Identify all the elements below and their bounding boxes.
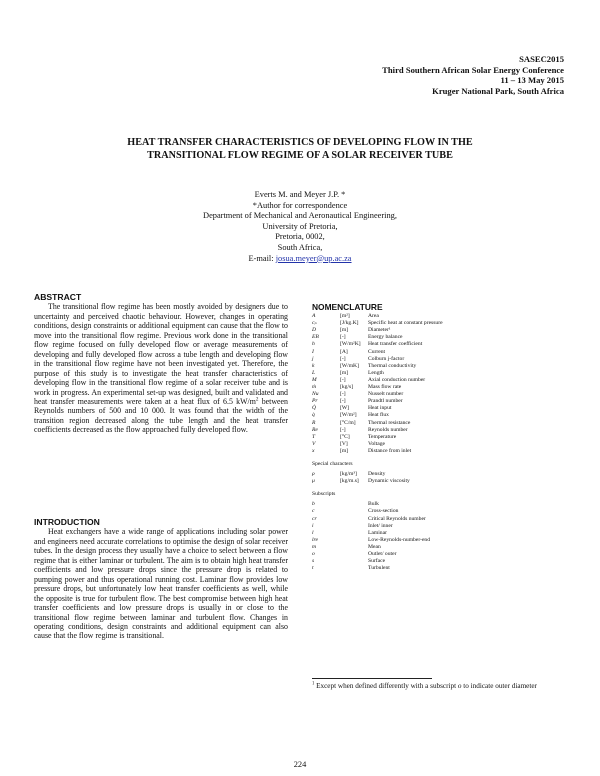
subscript-row xyxy=(312,558,572,565)
nomenclature-row xyxy=(312,384,572,391)
nomenclature-unit: [-] xyxy=(340,376,346,383)
subscript-description: Laminar xyxy=(368,529,387,536)
nomenclature-symbol: j xyxy=(312,355,314,362)
nomenclature-description: Heat flux xyxy=(368,412,389,419)
subscript-unit xyxy=(340,523,368,530)
special-characters-list xyxy=(312,471,572,485)
nomenclature-description: Axial conduction number xyxy=(368,376,426,383)
nomenclature-symbol: k xyxy=(312,362,315,369)
subscript-description: Low-Reynolds-number-end xyxy=(368,536,431,543)
subscript-unit xyxy=(340,544,368,551)
author-university: University of Pretoria, xyxy=(262,221,338,231)
nomenclature-symbol: x xyxy=(312,447,315,454)
subscript-symbol: b xyxy=(312,501,315,508)
introduction-heading: INTRODUCTION xyxy=(34,517,100,527)
nomenclature-row xyxy=(312,341,572,348)
subscript-row xyxy=(312,544,572,551)
special-character-row xyxy=(312,471,572,478)
nomenclature-symbol: Re xyxy=(312,426,318,433)
subscript-symbol: cr xyxy=(312,515,317,522)
abstract-section xyxy=(34,293,288,435)
nomenclature-heading: NOMENCLATURE xyxy=(312,302,383,312)
footnote xyxy=(312,682,577,692)
nomenclature-description: Thermal resistance xyxy=(368,419,411,426)
nomenclature-unit: [W/mK] xyxy=(340,362,359,369)
nomenclature-symbol: D xyxy=(312,327,317,334)
nomenclature-description: Heat transfer coefficient xyxy=(368,341,423,348)
subscript-symbol: lre xyxy=(312,536,319,543)
special-character-description: Dynamic viscosity xyxy=(368,478,410,485)
title-line-2: TRANSITIONAL FLOW REGIME OF A SOLAR RECEIVER TUBE xyxy=(147,149,453,161)
subscripts-heading: Subscripts xyxy=(312,491,336,498)
nomenclature-symbol: cₚ xyxy=(312,320,317,327)
subscript-description: Outlet/ outer xyxy=(368,551,397,557)
nomenclature-description: Colburn j-factor xyxy=(368,355,405,362)
introduction-section xyxy=(34,518,288,641)
subscript-row xyxy=(312,565,572,572)
author-names: Everts M. and Meyer J.P. * xyxy=(254,190,346,199)
nomenclature-symbol: q̇ xyxy=(312,412,315,419)
author-department: Department of Mechanical and Aeronautical Engineering, xyxy=(203,211,397,221)
nomenclature-unit: [-] xyxy=(340,334,346,341)
introduction-text: Heat exchangers have a wide range of applications including solar power and engineers need accurate correlations to optimise the design of solar receiver tubes. In the design process they usually have a choice to select between a flow regime that is either laminar or turbulent. The aim is to obtain high heat transfer coefficients and low pressure drops since the pressure drop is related to pumping power and thus operational running cost. Laminar flow provides low pressure drops, but unfortunately low heat transfer coefficients as well, while the opposite is true for turbulent flow. The best compromise between high heat transfer coefficients and low pressure drops is usually in or close to the transitional flow regime between laminar and turbulent flow. Changes in operating conditions, design constraints and additional equipment can also cause that the flow regime is transitional. xyxy=(34,527,288,641)
nomenclature-description: Nusselt number xyxy=(368,391,404,398)
page-number: 224 xyxy=(293,760,307,769)
subscript-description: Mean xyxy=(368,543,381,550)
subscript-unit xyxy=(340,565,368,572)
nomenclature-unit: [m] xyxy=(340,447,349,454)
nomenclature-unit: [°C] xyxy=(340,433,350,440)
nomenclature-symbol: M xyxy=(312,376,317,383)
nomenclature-row xyxy=(312,391,572,398)
subscript-symbol: i xyxy=(312,522,314,529)
subscript-row xyxy=(312,508,572,515)
subscript-symbol: t xyxy=(312,565,314,572)
nomenclature-description: Mass flow rate xyxy=(368,384,402,391)
nomenclature-symbol: h xyxy=(312,341,315,348)
correspondence-note: *Author for correspondence xyxy=(252,200,348,210)
subscript-row xyxy=(312,530,572,537)
nomenclature-row xyxy=(312,427,572,434)
subscript-description: Surface xyxy=(368,558,386,565)
subscript-symbol: o xyxy=(312,551,315,557)
subscript-row xyxy=(312,551,572,558)
special-character-unit: [kg/m.s] xyxy=(340,478,359,485)
special-character-description: Density xyxy=(368,471,386,478)
nomenclature-description: Prandtl number xyxy=(368,398,403,405)
nomenclature-symbol: Q̇ xyxy=(312,405,317,412)
conference-dates: 11 – 13 May 2015 xyxy=(500,75,564,86)
nomenclature-description: Area xyxy=(368,313,379,320)
nomenclature-row xyxy=(312,412,572,419)
nomenclature-row xyxy=(312,405,572,412)
nomenclature-section xyxy=(312,304,572,572)
nomenclature-unit: [-] xyxy=(340,391,346,398)
nomenclature-unit: [A] xyxy=(340,348,348,355)
nomenclature-unit: [m²] xyxy=(340,313,350,320)
nomenclature-symbol: Nu xyxy=(312,391,319,398)
subscript-unit xyxy=(340,530,368,537)
nomenclature-unit: [°C/m] xyxy=(340,419,356,426)
nomenclature-unit: [kg/s] xyxy=(340,384,354,391)
nomenclature-description: Distance from inlet xyxy=(368,447,412,454)
abstract-text xyxy=(34,302,288,434)
nomenclature-symbol: I xyxy=(312,348,314,355)
nomenclature-row xyxy=(312,334,572,341)
nomenclature-row xyxy=(312,398,572,405)
special-characters-heading: Special characters xyxy=(312,460,353,467)
nomenclature-unit: [m] xyxy=(340,327,349,334)
nomenclature-description: Energy balance xyxy=(368,334,403,341)
author-email-line xyxy=(100,254,500,265)
subscript-unit xyxy=(340,501,368,508)
nomenclature-unit: [-] xyxy=(340,426,346,433)
nomenclature-row xyxy=(312,349,572,356)
nomenclature-unit: [W/m²] xyxy=(340,412,357,419)
subscript-unit xyxy=(340,508,368,515)
subscript-unit xyxy=(340,551,368,558)
nomenclature-unit: [-] xyxy=(340,398,346,405)
nomenclature-unit: [m] xyxy=(340,369,349,376)
subscript-description: Cross-section xyxy=(368,508,399,515)
nomenclature-description: Current xyxy=(368,348,386,355)
conference-header xyxy=(382,54,564,96)
abstract-heading: ABSTRACT xyxy=(34,292,82,302)
nomenclature-unit: [V] xyxy=(340,440,348,447)
nomenclature-description: Heat input xyxy=(368,405,392,412)
nomenclature-symbol: EB xyxy=(312,334,319,341)
paper-title xyxy=(60,137,540,162)
subscript-row xyxy=(312,501,572,508)
nomenclature-description: Diameter¹ xyxy=(368,327,391,334)
nomenclature-description: Specific heat at constant pressure xyxy=(368,320,443,327)
subscript-symbol: m xyxy=(312,543,317,550)
title-line-1: HEAT TRANSFER CHARACTERISTICS OF DEVELOPING FLOW IN THE xyxy=(127,137,473,148)
author-block xyxy=(100,190,500,264)
special-character-symbol: μ xyxy=(312,478,315,485)
subscript-symbol: c xyxy=(312,508,315,515)
nomenclature-row xyxy=(312,356,572,363)
author-country: South Africa, xyxy=(277,242,323,252)
email-link[interactable]: josua.meyer@up.ac.za xyxy=(275,253,352,263)
subscript-unit xyxy=(340,537,368,544)
nomenclature-unit: [W/m²K] xyxy=(340,341,361,348)
subscript-symbol: l xyxy=(312,529,314,536)
footnote-text-2: to indicate outer diameter xyxy=(461,682,537,690)
conference-location: Kruger National Park, South Africa xyxy=(432,85,564,96)
subscript-row xyxy=(312,523,572,530)
abstract-superscript: 2 xyxy=(255,396,259,403)
subscript-row xyxy=(312,537,572,544)
nomenclature-symbol: L xyxy=(312,369,316,376)
subscript-description: Bulk xyxy=(368,501,379,508)
subscript-symbol: s xyxy=(312,558,315,565)
nomenclature-description: Temperature xyxy=(368,433,397,440)
subscript-description: Critical Reynolds number xyxy=(368,515,426,522)
nomenclature-row xyxy=(312,370,572,377)
subscripts-list xyxy=(312,501,572,572)
subscript-unit xyxy=(340,516,368,523)
subscript-description: Turbulent xyxy=(368,565,390,572)
nomenclature-row xyxy=(312,420,572,427)
nomenclature-description: Reynolds number xyxy=(368,426,408,433)
nomenclature-symbol: T xyxy=(312,433,316,440)
footnote-italic: o xyxy=(457,682,462,690)
nomenclature-row xyxy=(312,327,572,334)
footnote-divider xyxy=(312,678,432,679)
abstract-text-part-2: between Reynolds numbers of 500 and 10 000. It was found that the width of the transition region decreased along the tube length and the heat transfer coefficients decreased as the flow approached fully developed flow. xyxy=(34,396,289,435)
special-character-symbol: ρ xyxy=(312,471,315,478)
nomenclature-row xyxy=(312,434,572,441)
nomenclature-symbol: ṁ xyxy=(312,384,317,391)
subscript-unit xyxy=(340,558,368,565)
nomenclature-list xyxy=(312,313,572,455)
nomenclature-description: Length xyxy=(368,369,384,376)
conference-acronym: SASEC2015 xyxy=(519,54,564,64)
special-character-unit: [kg/m³] xyxy=(340,471,357,478)
nomenclature-row xyxy=(312,320,572,327)
subscript-row xyxy=(312,516,572,523)
nomenclature-unit: [W] xyxy=(340,405,350,412)
special-character-row xyxy=(312,478,572,485)
nomenclature-row xyxy=(312,441,572,448)
nomenclature-description: Thermal conductivity xyxy=(368,362,417,369)
nomenclature-row xyxy=(312,448,572,455)
nomenclature-symbol: A xyxy=(312,313,316,320)
nomenclature-symbol: Pr xyxy=(312,398,318,405)
nomenclature-unit: [-] xyxy=(340,355,346,362)
nomenclature-row xyxy=(312,377,572,384)
author-city: Pretoria, 0002, xyxy=(275,232,325,242)
conference-name: Third Southern African Solar Energy Conference xyxy=(382,64,564,75)
nomenclature-row xyxy=(312,363,572,370)
nomenclature-unit: [J/kg.K] xyxy=(340,320,359,327)
footnote-mark: 1 xyxy=(312,681,315,687)
abstract-text-part-1: The transitional flow regime has been mostly avoided by designers due to uncertainty and perceived chaotic behaviour. However, changes in operating conditions, design constraints or additional equipment can cause that the flow to move into the transitional flow regime. Previous work done in the transitional flow regime focused on fully developed flow or average measurements of developing and fully developed flow across a tube length and developing flow in the transitional flow regime have not been investigated yet. Therefore, the purpose of this study is to investigate the heat transfer characteristics of developing flow in the transitional flow regime of a solar receiver tube and is work in progress. An experimental set-up was designed, built and validated and heat transfer measurements were taken at a heat flux of 6.5 kW/m xyxy=(34,302,288,406)
nomenclature-description: Voltage xyxy=(368,440,385,447)
nomenclature-symbol: R xyxy=(312,419,316,426)
footnote-text-1: Except when defined differently with a subscript xyxy=(314,682,458,690)
email-label: E-mail: xyxy=(248,253,276,263)
nomenclature-symbol: V xyxy=(312,440,316,447)
subscript-description: Inlet/ inner xyxy=(368,522,393,529)
